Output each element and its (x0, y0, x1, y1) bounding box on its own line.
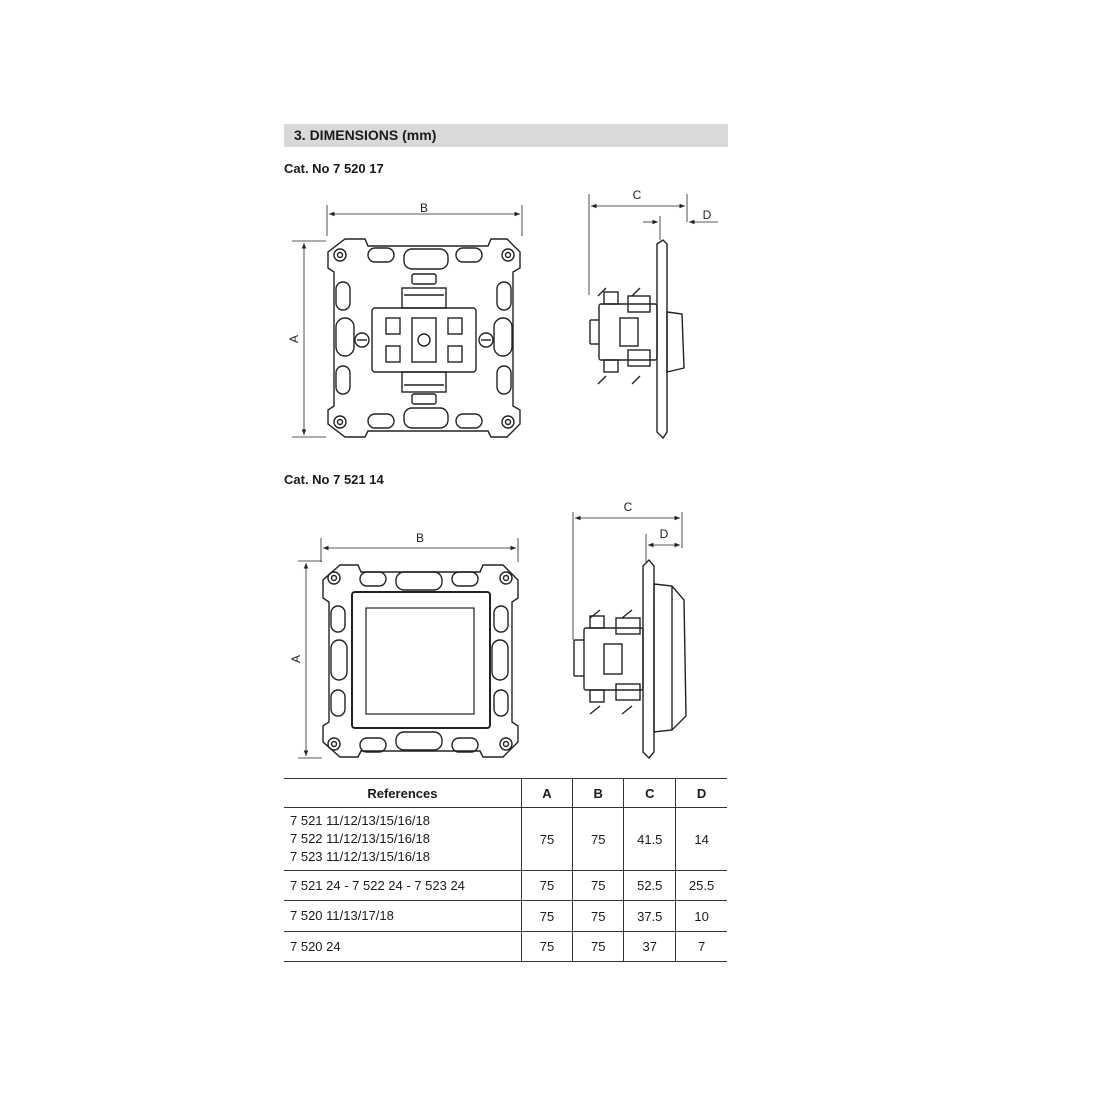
row-references (284, 871, 521, 901)
header-a: A (521, 779, 572, 808)
dim-label-c-1: C (632, 188, 642, 202)
header-d: D (676, 779, 727, 808)
table-row (284, 871, 727, 901)
cell-b: 75 (573, 871, 624, 901)
dim-label-b-1: B (419, 201, 429, 215)
row-references (284, 932, 521, 962)
dim-label-d-1: D (702, 208, 712, 222)
dimensions-table (284, 778, 727, 962)
cell-a: 75 (521, 932, 572, 962)
cell-c: 37.5 (624, 901, 676, 932)
reference-line: 7 523 11/12/13/15/16/18 (290, 849, 430, 864)
cell-b: 75 (573, 932, 624, 962)
cell-c: 41.5 (624, 808, 676, 871)
front-view-2 (298, 538, 518, 758)
cell-c: 37 (624, 932, 676, 962)
cell-a: 75 (521, 901, 572, 932)
table-row (284, 901, 727, 932)
header-b: B (573, 779, 624, 808)
table-row (284, 932, 727, 962)
side-view-2 (573, 512, 686, 758)
cell-d: 25.5 (676, 871, 727, 901)
reference-line: 7 520 11/13/17/18 (290, 908, 394, 923)
cell-d: 10 (676, 901, 727, 932)
table-row (284, 808, 727, 871)
header-c: C (624, 779, 676, 808)
side-view-1 (589, 194, 718, 438)
cat-number-2: Cat. No 7 521 14 (284, 472, 384, 487)
reference-line: 7 520 24 (290, 938, 341, 954)
section-title: 3. DIMENSIONS (mm) (294, 127, 437, 143)
cell-b: 75 (573, 808, 624, 871)
row-references (284, 808, 521, 871)
reference-line: 7 521 11/12/13/15/16/18 (290, 813, 430, 828)
cell-a: 75 (521, 871, 572, 901)
dim-label-b-2: B (415, 531, 425, 545)
reference-line: 7 522 11/12/13/15/16/18 (290, 831, 430, 846)
dim-label-c-2: C (623, 500, 633, 514)
table-header-row (284, 779, 727, 808)
cat-number-1: Cat. No 7 520 17 (284, 161, 384, 176)
cell-a: 75 (521, 808, 572, 871)
cell-d: 14 (676, 808, 727, 871)
cell-c: 52.5 (624, 871, 676, 901)
cell-d: 7 (676, 932, 727, 962)
dim-label-a-2: A (289, 654, 303, 664)
front-view-1 (292, 205, 522, 437)
dim-label-d-2: D (659, 527, 669, 541)
header-references: References (284, 779, 521, 808)
cell-b: 75 (573, 901, 624, 932)
row-references (284, 901, 521, 932)
dim-label-a-1: A (287, 334, 301, 344)
reference-line: 7 521 24 - 7 522 24 - 7 523 24 (290, 877, 465, 893)
